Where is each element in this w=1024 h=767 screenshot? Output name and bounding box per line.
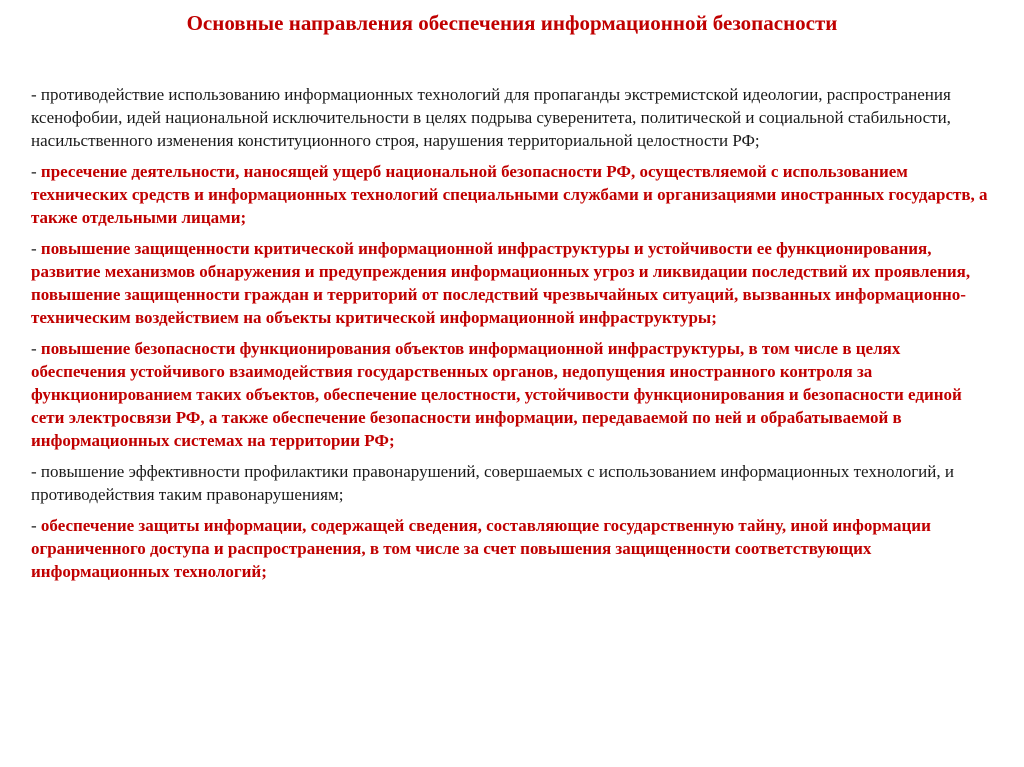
paragraph-critical-infrastructure [31, 237, 997, 329]
paragraph-text: повышение защищенности критической информационной инфраструктуры и устойчивости ее функционирования, развитие механизмов обнаружения и предупреждения информационных угроз и ликвидации последствий их проявления, повышение защищенности граждан и территорий от последствий чрезвычайных ситуаций, вызванных информационно-техническим воздействием на объекты критической информационной инфраструктуры; [31, 239, 971, 327]
list-dash: - [31, 162, 41, 181]
paragraph-information-protection [31, 514, 997, 583]
slide-body [31, 83, 997, 591]
list-dash: - [31, 462, 41, 481]
list-dash: - [31, 85, 41, 104]
paragraph-text: обеспечение защиты информации, содержащей сведения, составляющие государственную тайну, иной информации ограниченного доступа и распространения, в том числе за счет повышения защищенности соответствующих информационных технологий; [31, 516, 931, 581]
list-dash: - [31, 516, 41, 535]
paragraph-counter-extremism [31, 83, 997, 152]
paragraph-infrastructure-security [31, 337, 997, 452]
paragraph-text: повышение безопасности функционирования объектов информационной инфраструктуры, в том числе в целях обеспечения устойчивого взаимодействия государственных органов, недопущения иностранного контроля за функционированием таких объектов, обеспечение целостности, устойчивости функционирования и безопасности единой сети электросвязи РФ, а также обеспечение безопасности информации, передаваемой по ней и обрабатываемой в информационных системах на территории РФ; [31, 339, 962, 450]
paragraph-text: противодействие использованию информационных технологий для пропаганды экстремистской идеологии, распространения ксенофобии, идей национальной исключительности в целях подрыва суверенитета, политической и социальной стабильности, насильственного изменения конституционного строя, нарушения территориальной целостности РФ; [31, 85, 951, 150]
list-dash: - [31, 239, 41, 258]
paragraph-crime-prevention [31, 460, 997, 506]
paragraph-suppression-foreign-activity [31, 160, 997, 229]
slide-title: Основные направления обеспечения информационной безопасности [186, 11, 838, 35]
paragraph-text: повышение эффективности профилактики правонарушений, совершаемых с использованием информационных технологий, и противодействия таким правонарушениям; [31, 462, 954, 504]
list-dash: - [31, 339, 41, 358]
paragraph-text: пресечение деятельности, наносящей ущерб национальной безопасности РФ, осуществляемой с использованием технических средств и информационных технологий специальными службами и организациями иностранных государств, а также отдельными лицами; [31, 162, 988, 227]
